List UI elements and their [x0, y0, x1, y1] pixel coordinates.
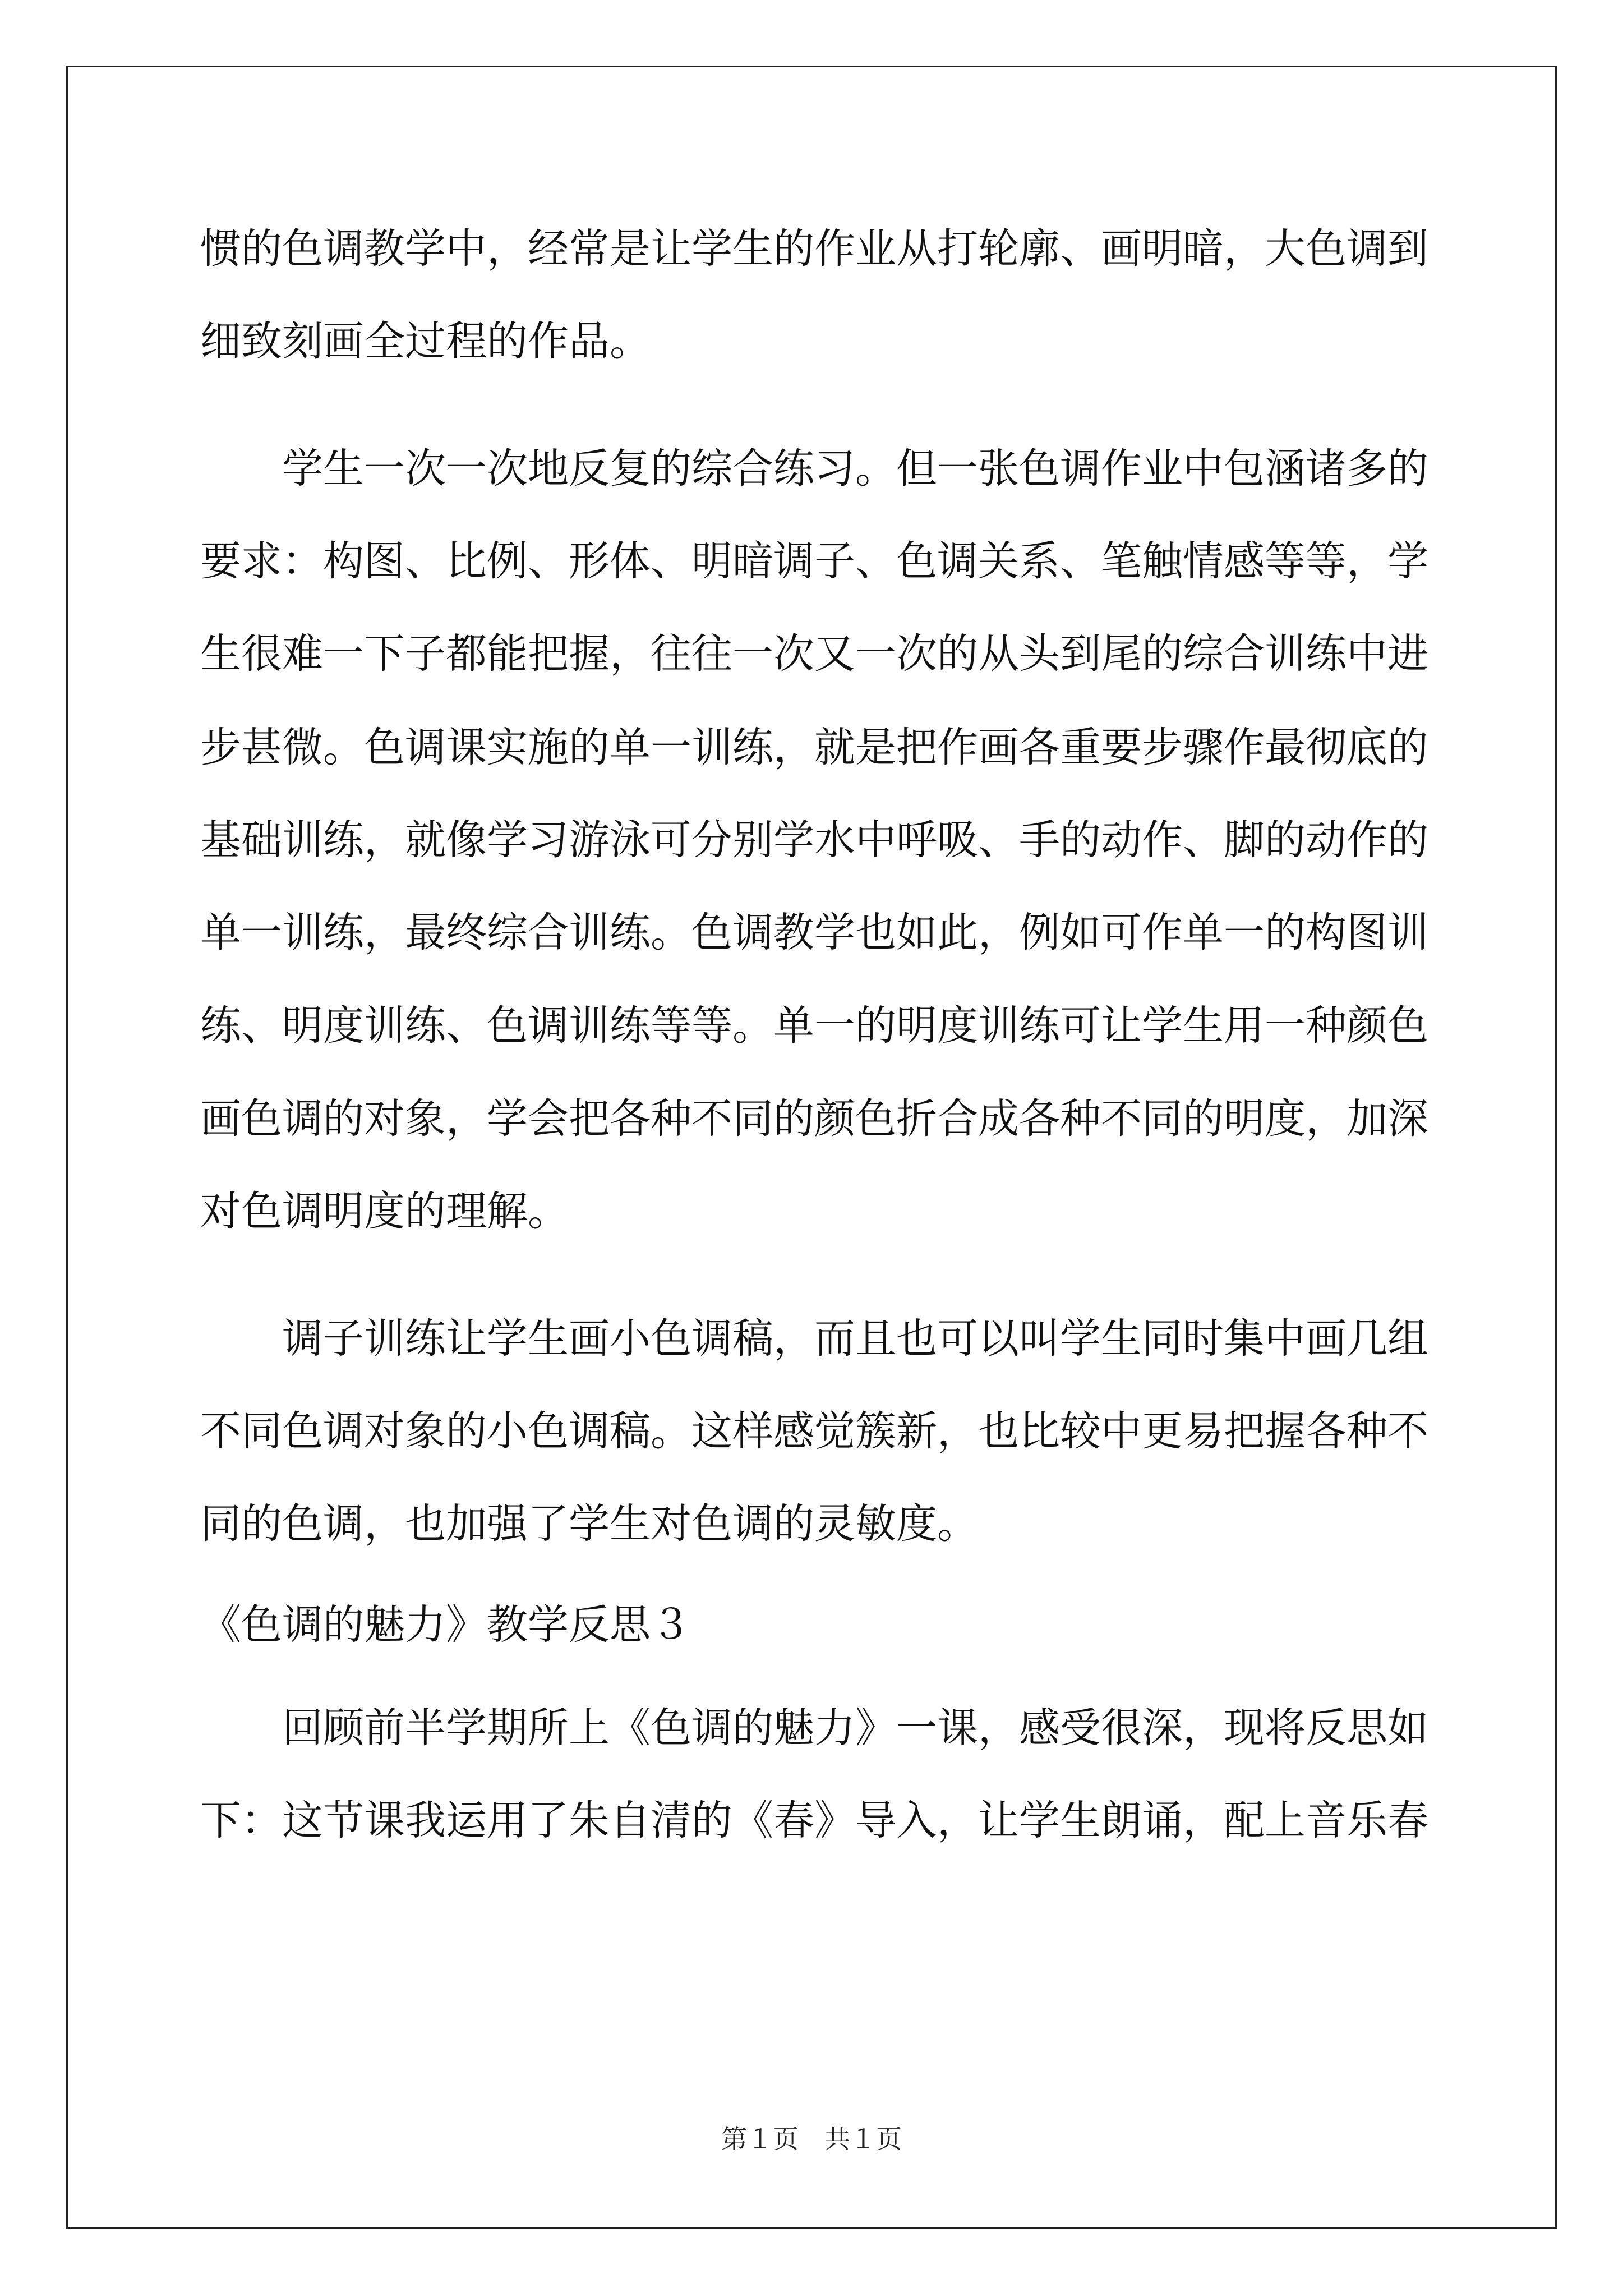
text-line: 同的色调，也加强了学生对色调的灵敏度。 [200, 1500, 978, 1548]
text-line: 学生一次一次地反复的综合练习。但一张色调作业中包涵诸多的 [282, 445, 1428, 493]
page-border [66, 66, 1557, 2229]
text-line: 细致刻画全过程的作品。 [200, 318, 651, 365]
text-line: 不同色调对象的小色调稿。这样感觉簇新，也比较中更易把握各种不 [200, 1407, 1428, 1455]
text-line: 回顾前半学期所上《色调的魅力》一课，感受很深，现将反思如 [282, 1704, 1428, 1752]
text-line: 基础训练，就像学习游泳可分别学水中呼吸、手的动作、脚的动作的 [200, 816, 1428, 864]
text-line: 下：这节课我运用了朱自清的《春》导入，让学生朗诵，配上音乐春 [200, 1797, 1428, 1844]
text-line: 单一训练，最终综合训练。色调教学也如此，例如可作单一的构图训 [200, 909, 1428, 956]
text-line: 调子训练让学生画小色调稿，而且也可以叫学生同时集中画几组 [282, 1315, 1428, 1363]
section-heading: 《色调的魅力》教学反思３ [200, 1601, 691, 1649]
page-footer: 第１页 共１页 [721, 2124, 902, 2154]
text-line: 生很难一下子都能把握，往往一次又一次的从头到尾的综合训练中进 [200, 630, 1428, 678]
text-line: 要求：构图、比例、形体、明暗调子、色调关系、笔触情感等等，学 [200, 537, 1428, 585]
text-line: 对色调明度的理解。 [200, 1188, 569, 1235]
text-line: 惯的色调教学中，经常是让学生的作业从打轮廓、画明暗，大色调到 [200, 225, 1428, 273]
text-line: 画色调的对象，学会把各种不同的颜色折合成各种不同的明度，加深 [200, 1095, 1428, 1143]
text-line: 练、明度训练、色调训练等等。单一的明度训练可让学生用一种颜色 [200, 1002, 1428, 1050]
text-line: 步甚微。色调课实施的单一训练，就是把作画各重要步骤作最彻底的 [200, 724, 1428, 771]
